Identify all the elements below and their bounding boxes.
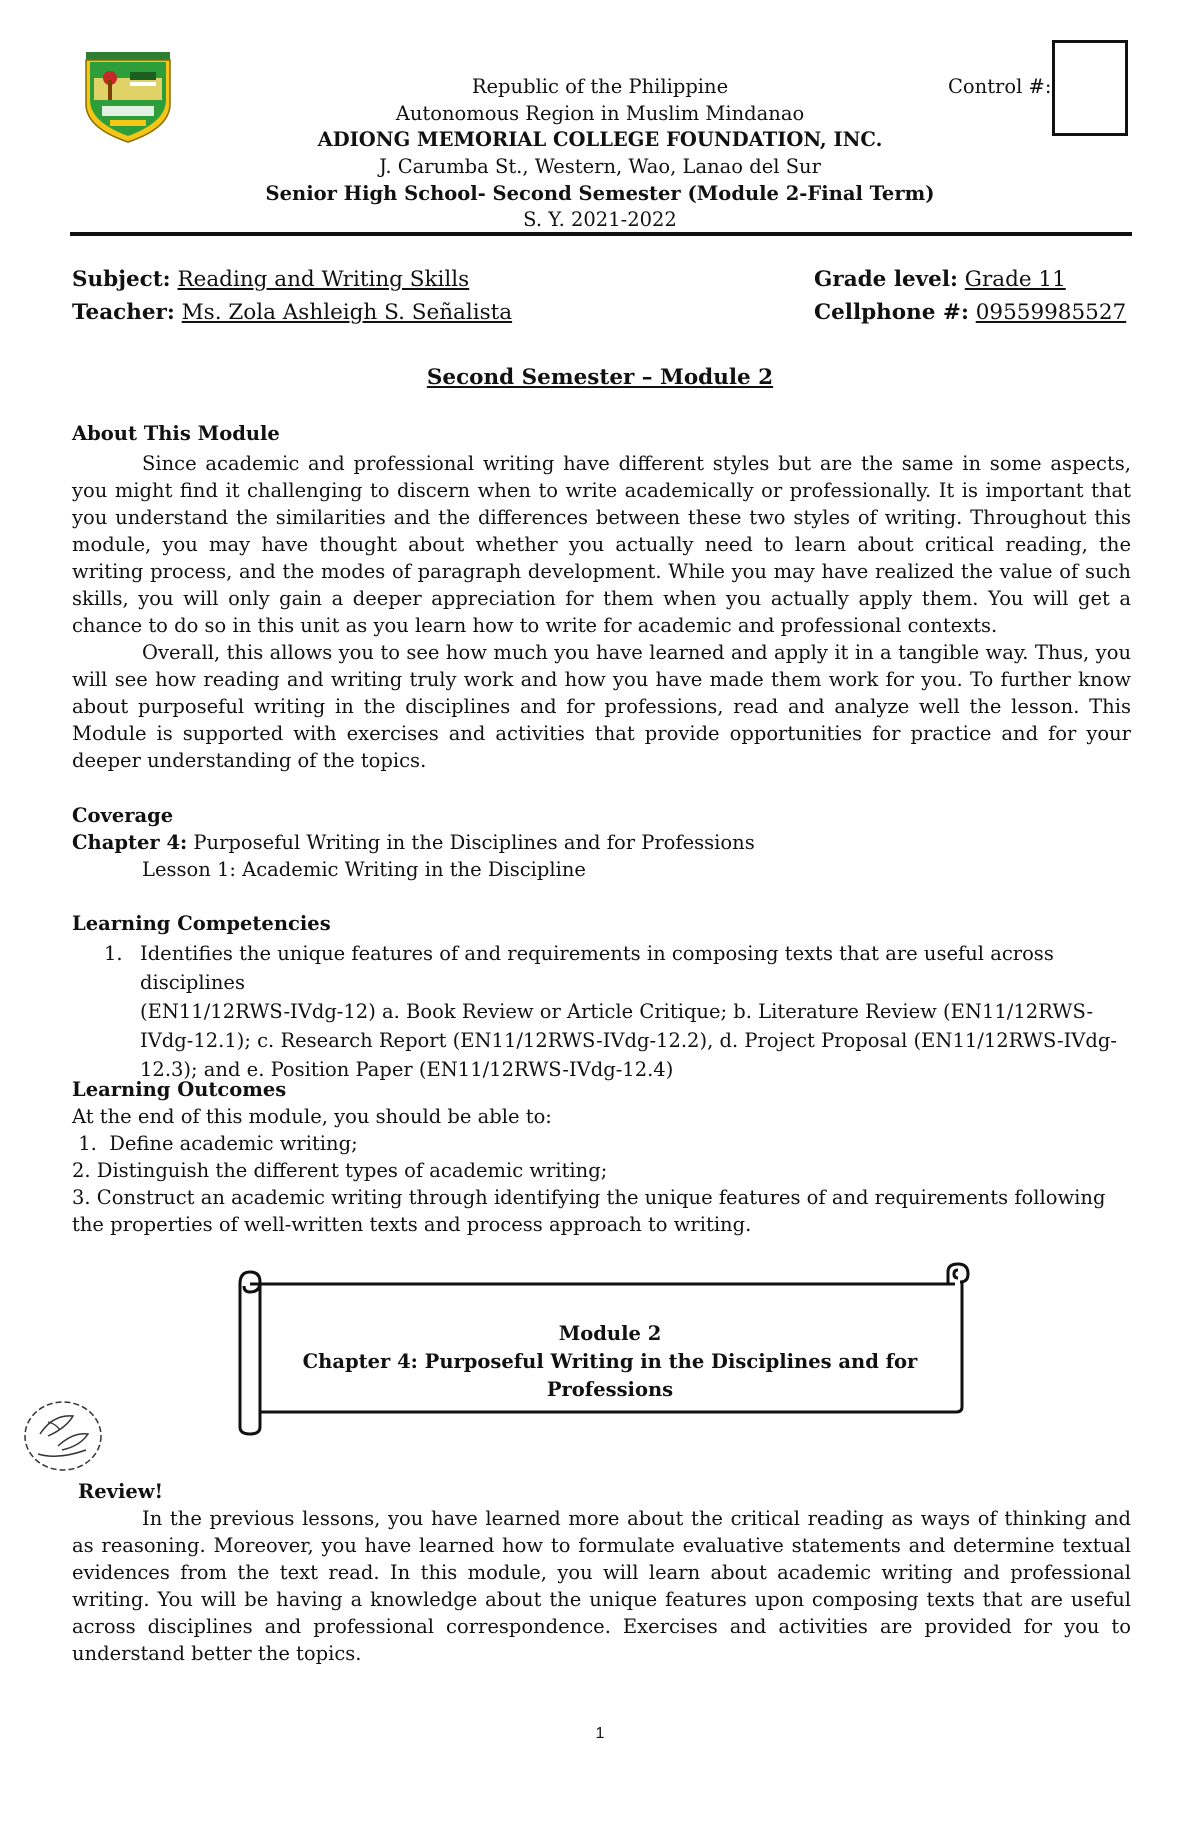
scroll-chapter-line-2: Professions: [546, 1378, 674, 1401]
competency-line: 12.3); and e. Position Paper (EN11/12RWS-IVdg-12.4): [140, 1058, 674, 1081]
review-body: [72, 1505, 1131, 1667]
about-body: [72, 450, 1131, 774]
about-paragraph-2: Overall, this allows you to see how much you have learned and apply it in a tangible way. Thus, you will see how reading and writing truly work and how you have made them work for you. To further know about purposeful writing in the disciplines and for professions, read and analyze well the lesson. This Module is supported with exercises and activities that provide opportunities for practice and for your deeper understanding of the topics.: [72, 641, 1131, 772]
header-school-year: S. Y. 2021-2022: [523, 208, 677, 231]
coverage-lesson: Lesson 1: Academic Writing in the Discipline: [142, 858, 586, 881]
teacher-label: Teacher:: [72, 300, 175, 325]
phone-row: [814, 299, 1126, 326]
scroll-chapter-line: Chapter 4: Purposeful Writing in the Disciplines and for: [302, 1350, 918, 1373]
header-country: Republic of the Philippine: [471, 75, 729, 98]
competency-number: 1.: [104, 942, 123, 965]
outcome-item-3: 3. Construct an academic writing through identifying the unique features of and requirements following the properties of well-written texts and process approach to writing.: [72, 1186, 1106, 1236]
review-heading: Review!: [78, 1480, 164, 1503]
header-divider: [70, 232, 1132, 236]
about-paragraph-1: Since academic and professional writing have different styles but are the same in some aspects, you might find it challenging to discern when to write academically or professionally. It is important that you understand the similarities and the differences between these two styles of writing. Throughout this module, you may have thought about whether you actually need to learn about critical reading, the writing process, and the modes of paragraph development. While you may have realized the value of such skills, you will only gain a deeper appreciation for them when you actually apply them. You will get a chance to do so in this unit as you learn how to write for academic and professional contexts.: [72, 452, 1131, 637]
module-title: Second Semester – Module 2: [426, 365, 774, 390]
outcome-item-1: 1. Define academic writing;: [72, 1132, 358, 1155]
module-scroll-banner: [230, 1262, 970, 1437]
coverage-chapter: [72, 829, 755, 856]
teacher-value: Ms. Zola Ashleigh S. Señalista: [181, 300, 513, 325]
competency-line: IVdg-12.1); c. Research Report (EN11/12RWS-IVdg-12.2), d. Project Proposal (EN11/12RWS-IVdg-: [140, 1029, 1117, 1052]
outcomes-heading: Learning Outcomes: [72, 1078, 287, 1101]
competency-line: Identifies the unique features of and requirements in composing texts that are useful across disciplines: [140, 942, 1054, 994]
control-number-box: [1052, 40, 1128, 136]
competencies-heading: Learning Competencies: [72, 912, 331, 935]
subject-label: Subject:: [72, 267, 171, 292]
grade-label: Grade level:: [814, 267, 958, 292]
subject-row: [72, 266, 469, 293]
header-region: Autonomous Region in Muslim Mindanao: [395, 102, 805, 125]
coverage-chapter-text: Purposeful Writing in the Disciplines and for Professions: [193, 831, 755, 854]
teacher-row: [72, 299, 512, 326]
subject-value: Reading and Writing Skills: [177, 267, 470, 292]
header-address: J. Carumba St., Western, Wao, Lanao del Sur: [379, 155, 821, 178]
competency-item: [104, 939, 1144, 1084]
review-emblem-icon: [18, 1394, 108, 1478]
header-institution: ADIONG MEMORIAL COLLEGE FOUNDATION, INC.: [317, 128, 883, 151]
grade-row: [814, 266, 1066, 293]
grade-value: Grade 11: [964, 267, 1066, 292]
control-number-label: Control #:: [948, 75, 1052, 98]
about-heading: About This Module: [72, 422, 280, 445]
header-program: Senior High School- Second Semester (Module 2-Final Term): [265, 182, 935, 205]
phone-label: Cellphone #:: [814, 300, 969, 325]
page-number: 1: [595, 1725, 605, 1742]
outcomes-intro: At the end of this module, you should be able to:: [72, 1105, 552, 1128]
outcome-item-2: 2. Distinguish the different types of academic writing;: [72, 1159, 608, 1182]
coverage-heading: Coverage: [72, 804, 174, 827]
coverage-chapter-label: Chapter 4:: [72, 831, 188, 854]
scroll-module-label: Module 2: [558, 1322, 662, 1345]
review-paragraph: In the previous lessons, you have learned more about the critical reading as ways of thinking and as reasoning. Moreover, you have learned how to formulate evaluative statements and determine textual evidences from the text read. In this module, you will learn about academic writing and professional writing. You will be having a knowledge about the unique features upon composing texts that are useful across disciplines and professional correspondence. Exercises and activities are provided for you to understand better the topics.: [72, 1507, 1131, 1665]
phone-value: 09559985527: [975, 300, 1127, 325]
competency-line: (EN11/12RWS-IVdg-12) a. Book Review or Article Critique; b. Literature Review (EN11/12RWS-: [140, 1000, 1094, 1023]
